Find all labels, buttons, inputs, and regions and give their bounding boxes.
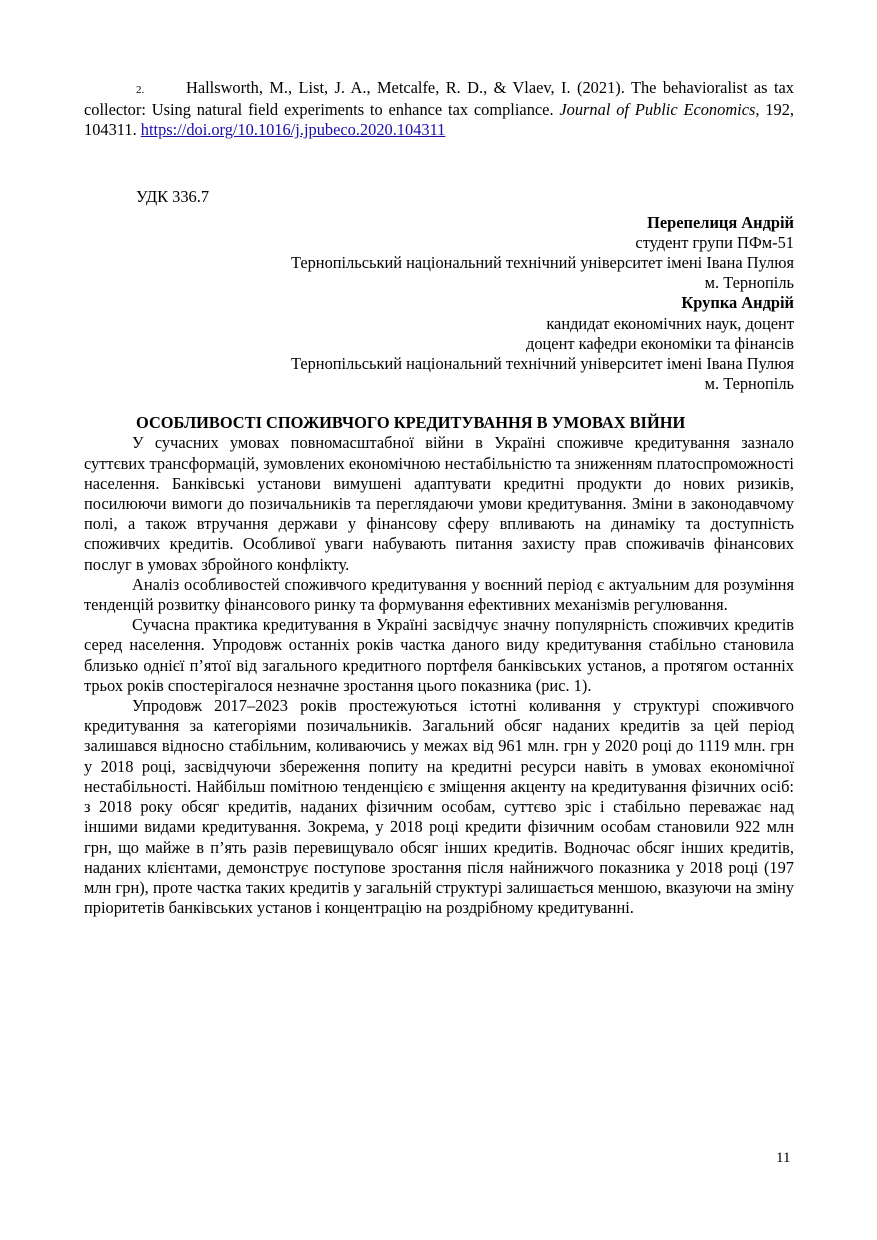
body-paragraph: Сучасна практика кредитування в Україні засвідчує значну популярність споживчих кредитів серед населення. Упродовж останніх років частка даного виду кредитування стабільно становила близько однієї п’ятої від загального кредитного портфеля банківських установ, а протягом останніх трьох років спостерігалося незначне зростання цього показника (рис. 1). — [84, 615, 794, 695]
body-paragraph: У сучасних умовах повномасштабної війни в Україні споживче кредитування зазнало суттєвих трансформацій, зумовлених економічною нестабільністю та зниженням платоспроможності населення. Банківські установи вимушені адаптувати кредитні продукти до нових ризиків, посилюючи вимоги до позичальників та переглядаючи умови кредитування. Зміни в законодавчому полі, а також втручання держави у фінансову сферу впливають на динаміку та доступність споживчих кредитів. Особливої уваги набувають питання захисту прав споживачів фінансових послуг в умовах збройного конфлікту. — [84, 433, 794, 574]
reference-number: 2. — [136, 84, 145, 96]
body-paragraph: Аналіз особливостей споживчого кредитування у воєнний період є актуальним для розуміння тенденцій розвитку фінансового ринку та формування ефективних механізмів регулювання. — [84, 574, 794, 615]
reference-text: Hallsworth, M., List, J. A., Metcalfe, R. D., & Vlaev, I. (2021). The behavioralist as tax collector: Using natural field experiments to enhance tax compliance. — [84, 78, 794, 120]
author-position: доцент кафедри економіки та фінансів — [526, 333, 794, 353]
author-name: Крупка Андрій — [681, 293, 794, 313]
author-affiliation: Тернопільський національний технічний університет імені Івана Пулюя — [290, 354, 794, 374]
reference-details: , 192, 104311. — [84, 100, 794, 140]
author-degree: кандидат економічних наук, доцент — [546, 313, 794, 333]
doi-link[interactable]: https://doi.org/10.1016/j.jpubeco.2020.104311 — [140, 120, 446, 140]
author-city: м. Тернопіль — [704, 273, 794, 293]
author-affiliation: Тернопільський національний технічний університет імені Івана Пулюя — [290, 253, 794, 273]
page-number: 11 — [776, 1150, 791, 1166]
reference-entry — [84, 78, 794, 141]
author-city: м. Тернопіль — [704, 374, 794, 394]
body-paragraph: Упродовж 2017–2023 років простежуються істотні коливання у структурі споживчого кредитування за категоріями позичальників. Загальний обсяг наданих кредитів за цей період залишався відносно стабільним, коливаючись у межах від 961 млн. грн у 2020 році до 1119 млн. грн у 2018 році, засвідчуючи збереження попиту на кредитні ресурси навіть в умовах економічної нестабільності. Найбільш помітною тенденцією є зміщення акценту на кредитування фізичних осіб: з 2018 року обсяг кредитів, наданих фізичним особам, суттєво зріс і стабільно переважає над іншими видами кредитування. Зокрема, у 2018 році кредити фізичним особам становили 922 млн грн, що майже в п’ять разів перевищувало обсяг інших кредитів. Водночас обсяг інших кредитів, наданих клієнтами, демонструє поступове зростання після найнижчого показника у 2018 році (197 млн грн), проте частка таких кредитів у загальній структурі залишається меншою, вказуючи на зміну пріоритетів банківських установ і концентрацію на роздрібному кредитуванні. — [84, 696, 794, 918]
reference-journal: Journal of Public Economics — [559, 100, 756, 120]
document-page — [84, 78, 794, 918]
author-name: Перепелиця Андрій — [647, 212, 794, 232]
author-block — [84, 213, 794, 395]
udk-code: УДК 336.7 — [136, 186, 210, 206]
author-position: студент групи ПФм-51 — [635, 232, 794, 252]
article-title: ОСОБЛИВОСТІ СПОЖИВЧОГО КРЕДИТУВАННЯ В УМОВАХ ВІЙНИ — [136, 413, 686, 433]
